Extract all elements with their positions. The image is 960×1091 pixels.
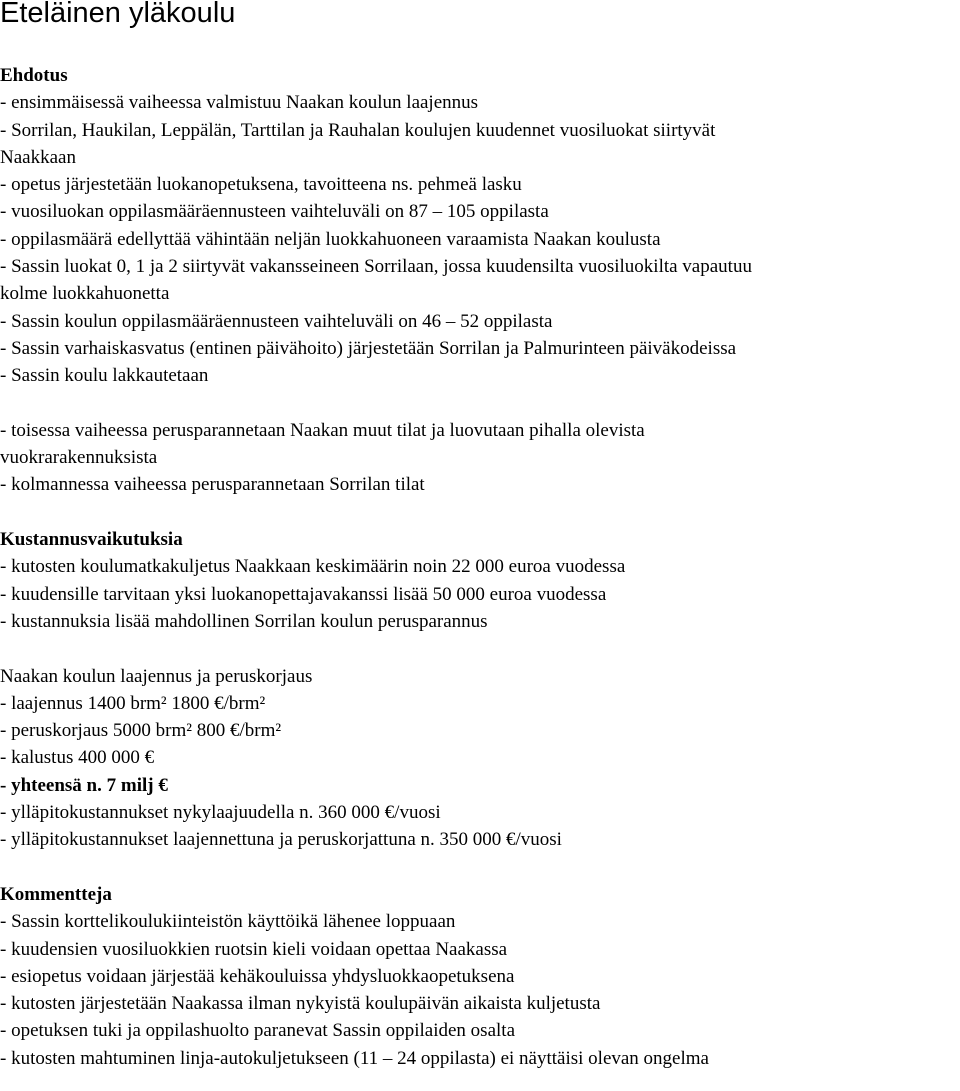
text-line: - Sassin varhaiskasvatus (entinen päivähoito) järjestetään Sorrilan ja Palmurinteen päiväkodeissa bbox=[0, 337, 737, 359]
section-heading-kommentteja: Kommentteja bbox=[0, 883, 112, 905]
text-line: - kuudensille tarvitaan yksi luokanopettajavakanssi lisää 50 000 euroa vuodessa bbox=[0, 583, 607, 605]
text-line: - opetuksen tuki ja oppilashuolto paranevat Sassin oppilaiden osalta bbox=[0, 1020, 516, 1042]
text-line: - laajennus 1400 brm² 1800 €/brm² bbox=[0, 692, 266, 714]
text-line: - ensimmäisessä vaiheessa valmistuu Naakan koulun laajennus bbox=[0, 92, 479, 114]
text-line: - kuudensien vuosiluokkien ruotsin kieli voidaan opettaa Naakassa bbox=[0, 938, 508, 960]
page-title: Eteläinen yläkoulu bbox=[0, 0, 236, 29]
blank-line bbox=[0, 854, 960, 881]
text-line: - peruskorjaus 5000 brm² 800 €/brm² bbox=[0, 720, 282, 742]
text-line: - oppilasmäärä edellyttää vähintään neljän luokkahuoneen varaamista Naakan koulusta bbox=[0, 228, 661, 250]
blank-line bbox=[0, 390, 960, 417]
text-line: - kutosten mahtuminen linja-autokuljetukseen (11 – 24 oppilasta) ei näyttäisi olevan ongelma bbox=[0, 1047, 709, 1069]
section-heading-ehdotus: Ehdotus bbox=[0, 65, 68, 86]
total-line: - yhteensä n. 7 milj € bbox=[0, 774, 168, 796]
text-line: - kutosten koulumatkakuljetus Naakkaan keskimäärin noin 22 000 euroa vuodessa bbox=[0, 556, 626, 578]
text-line: - Sassin luokat 0, 1 ja 2 siirtyvät vakansseineen Sorrilaan, jossa kuudensilta vuosiluokilta vapautuu bbox=[0, 256, 752, 278]
text-line: - ylläpitokustannukset laajennettuna ja peruskorjattuna n. 350 000 €/vuosi bbox=[0, 829, 562, 851]
text-line: - Sorrilan, Haukilan, Leppälän, Tarttilan ja Rauhalan koulujen kuudennet vuosiluokat siirtyvät bbox=[0, 119, 716, 141]
blank-line bbox=[0, 499, 960, 526]
text-line: - kustannuksia lisää mahdollinen Sorrilan koulun perusparannus bbox=[0, 610, 488, 632]
text-line: - kalustus 400 000 € bbox=[0, 747, 155, 769]
text-line: - Sassin koulun oppilasmääräennusteen vaihteluväli on 46 – 52 oppilasta bbox=[0, 310, 553, 332]
text-line: - ylläpitokustannukset nykylaajuudella n. 360 000 €/vuosi bbox=[0, 802, 441, 824]
text-line: Naakkaan bbox=[0, 146, 76, 168]
text-line: - kutosten järjestetään Naakassa ilman nykyistä koulupäivän aikaista kuljetusta bbox=[0, 993, 601, 1015]
text-line: - Sassin koulu lakkautetaan bbox=[0, 365, 209, 387]
text-line: - vuosiluokan oppilasmääräennusteen vaihteluväli on 87 – 105 oppilasta bbox=[0, 201, 549, 223]
text-line: - Sassin korttelikoulukiinteistön käyttöikä lähenee loppuaan bbox=[0, 911, 456, 933]
section-heading-kustannusvaikutuksia: Kustannusvaikutuksia bbox=[0, 529, 183, 551]
document-body bbox=[0, 62, 960, 1072]
text-line: - opetus järjestetään luokanopetuksena, tavoitteena ns. pehmeä lasku bbox=[0, 174, 522, 196]
blank-line bbox=[0, 635, 960, 662]
subheading-laajennus: Naakan koulun laajennus ja peruskorjaus bbox=[0, 665, 313, 687]
text-line: - esiopetus voidaan järjestää kehäkouluissa yhdysluokkaopetuksena bbox=[0, 965, 515, 987]
text-line: vuokrarakennuksista bbox=[0, 447, 158, 469]
text-line: kolme luokkahuonetta bbox=[0, 283, 170, 305]
text-line: - kolmannessa vaiheessa perusparannetaan Sorrilan tilat bbox=[0, 474, 425, 496]
text-line: - toisessa vaiheessa perusparannetaan Naakan muut tilat ja luovutaan pihalla olevista bbox=[0, 419, 645, 441]
